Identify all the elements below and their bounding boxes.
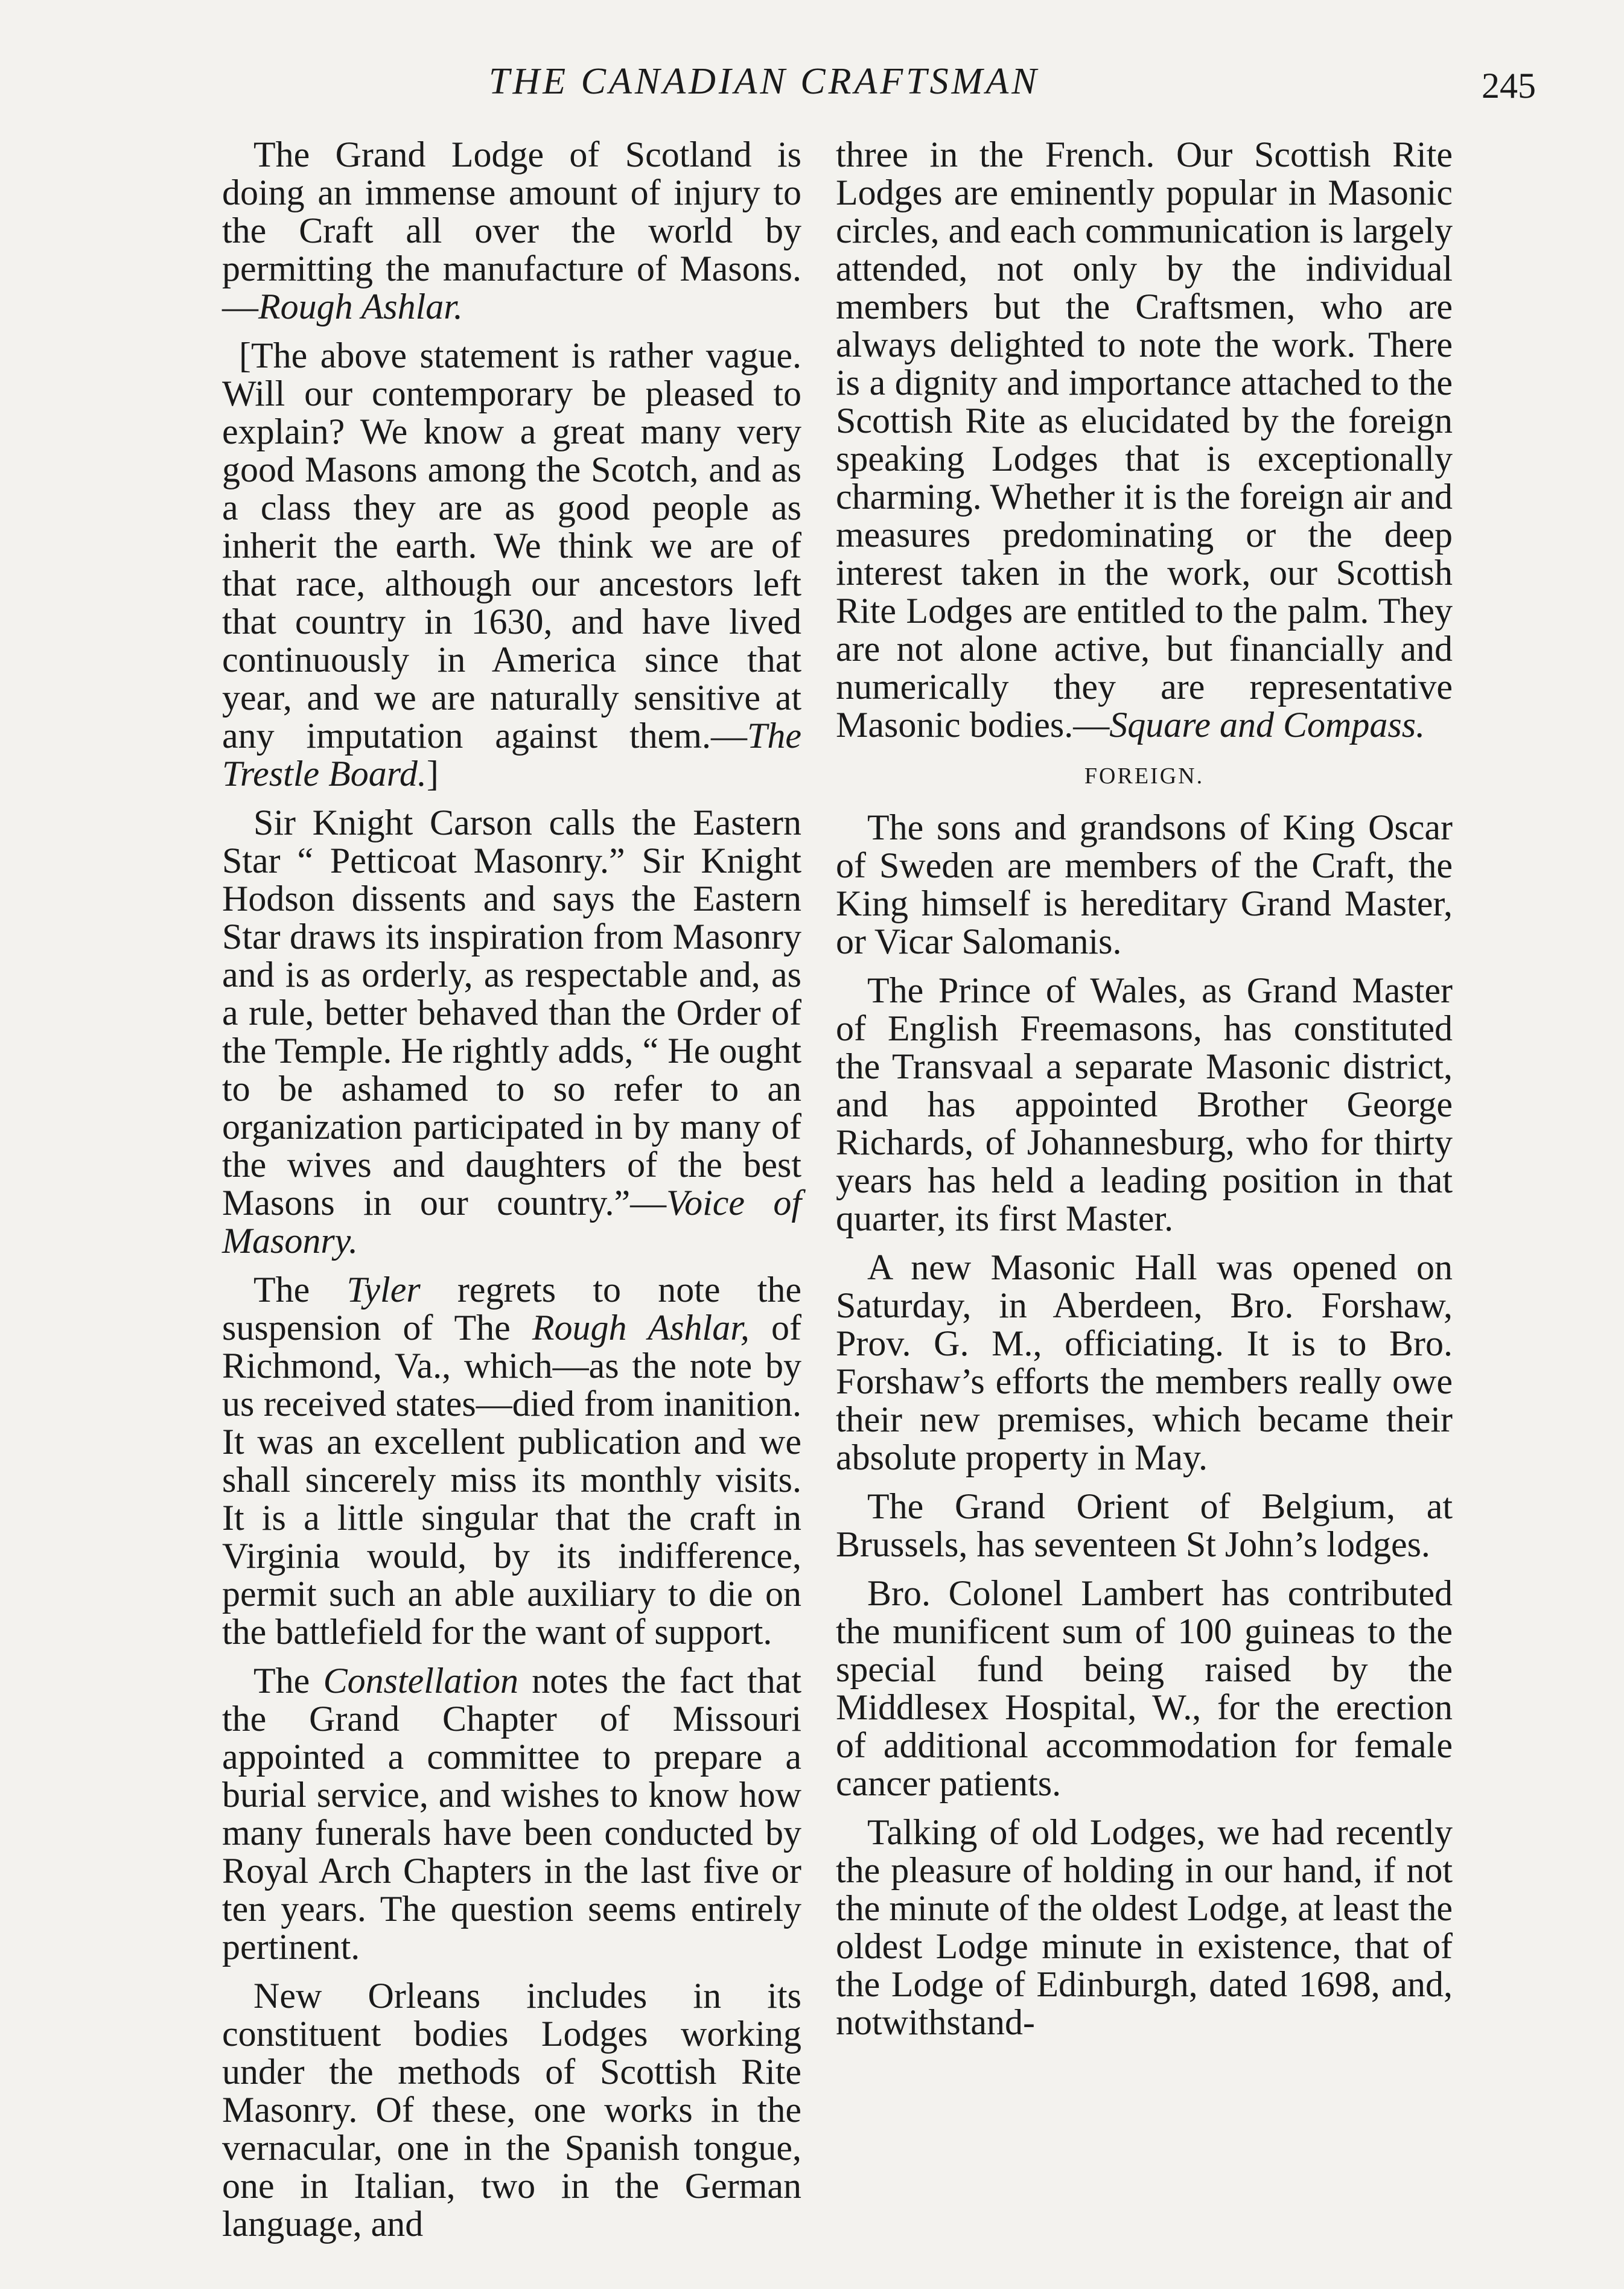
citation: Square and Compass. [1109, 705, 1425, 745]
page-number: 245 [1482, 66, 1536, 106]
right-column [836, 136, 1453, 2052]
paragraph-scottish-rite: three in the French. Our Scottish Rite Lodges are eminently popular in Masonic circles, and each communication is largely attended, not only by the individual members but the Craftsmen, who are always delighted to note the work. There is a dignity and importance attached to the Scottish Rite as elucidated by the foreign speaking Lodges that is exceptionally charming. Whether it is the foreign air and measures predominating or the deep interest taken in the work, our Scottish Rite Lodges are entitled to the palm. They are not alone active, but financially and numerically they are representative Masonic bodies.—Square and Compass. [836, 135, 1453, 745]
paragraph-grand-orient-belgium: The Grand Orient of Belgium, at Brussels, has seventeen St John’s lodges. [836, 1486, 1453, 1564]
paragraph-tyler: The Tyler regrets to note the suspension of The Rough Ashlar, of Richmond, Va., which—as the note by us received states—died from inanition. It was an excellent publication and we shall sincerely miss its monthly visits. It is a little singular that the craft in Virginia would, by its indifference, permit such an able auxiliary to die on the battlefield for the want of support. [222, 1270, 802, 1652]
paragraph-trestle-board: [The above statement is rather vague. Will our contemporary be pleased to explain? We know a great many very good Masons among the Scotch, and as a class they are as good people as inherit the earth. We think we are of that race, although our ancestors left that country in 1630, and have lived continuously in America since that year, and we are naturally sensitive at any imputation against them.—The Trestle Board.] [222, 336, 801, 794]
paragraph-colonel-lambert: Bro. Colonel Lambert has contributed the munificent sum of 100 guineas to the special fund being raised by the Middlesex Hospital, W., for the erection of additional accommodation for female cancer patients. [836, 1573, 1453, 1803]
citation: Rough Ashlar. [258, 287, 463, 326]
paragraph-constellation: The Constellation notes the fact that the Grand Chapter of Missouri appointed a committee to prepare a burial service, and wishes to know how many funerals have been conducted by Royal Arch Chapters in the last five or ten years. The question seems entirely pertinent. [222, 1661, 801, 1967]
paragraph-old-lodges: Talking of old Lodges, we had recently the pleasure of holding in our hand, if not the minute of the oldest Lodge, at least the oldest Lodge minute in existence, that of the Lodge of Edinburgh, dated 1698, and, notwithstand- [836, 1812, 1453, 2042]
citation: The Trestle Board. [222, 716, 801, 794]
paragraph-prince-of-wales: The Prince of Wales, as Grand Master of English Freemasons, has constituted the Transvaal a separate Masonic district, and has appointed Brother George Richards, of Johannesburg, who for thirty years has held a leading position in that quarter, its first Master. [836, 970, 1453, 1238]
running-title: THE CANADIAN CRAFTSMAN [489, 61, 1040, 102]
running-header [0, 60, 1624, 115]
section-heading-foreign: FOREIGN. [1084, 763, 1205, 789]
paragraph-aberdeen-hall: A new Masonic Hall was opened on Saturday, in Aberdeen, Bro. Forshaw, Prov. G. M., officiating. It is to Bro. Forshaw’s efforts the members really owe their new premises, which became their absolute property in May. [836, 1247, 1453, 1477]
paragraph-king-oscar: The sons and grandsons of King Oscar of Sweden are members of the Craft, the King himself is hereditary Grand Master, or Vicar Salomanis. [836, 807, 1453, 961]
paragraph-eastern-star: Sir Knight Carson calls the Eastern Star “ Petticoat Masonry.” Sir Knight Hodson dissents and says the Eastern Star draws its inspiration from Masonry and is as orderly, as respectable and, as a rule, better behaved than the Order of the Temple. He rightly adds, “ He ought to be ashamed to so refer to an organization participated in by many of the wives and daughters of the best Masons in our country.”—Voice of Masonry. [222, 803, 801, 1261]
paragraph-grand-lodge-scotland: The Grand Lodge of Scotland is doing an immense amount of injury to the Craft all over the world by permitting the manufacture of Masons.—Rough Ashlar. [222, 135, 801, 326]
citation: Voice of Masonry. [222, 1183, 801, 1261]
left-column [222, 136, 801, 2254]
paragraph-new-orleans: New Orleans includes in its constituent bodies Lodges working under the methods of Scottish Rite Masonry. Of these, one works in the vernacular, one in the Spanish tongue, one in Italian, two in the German language, and [222, 1976, 801, 2244]
